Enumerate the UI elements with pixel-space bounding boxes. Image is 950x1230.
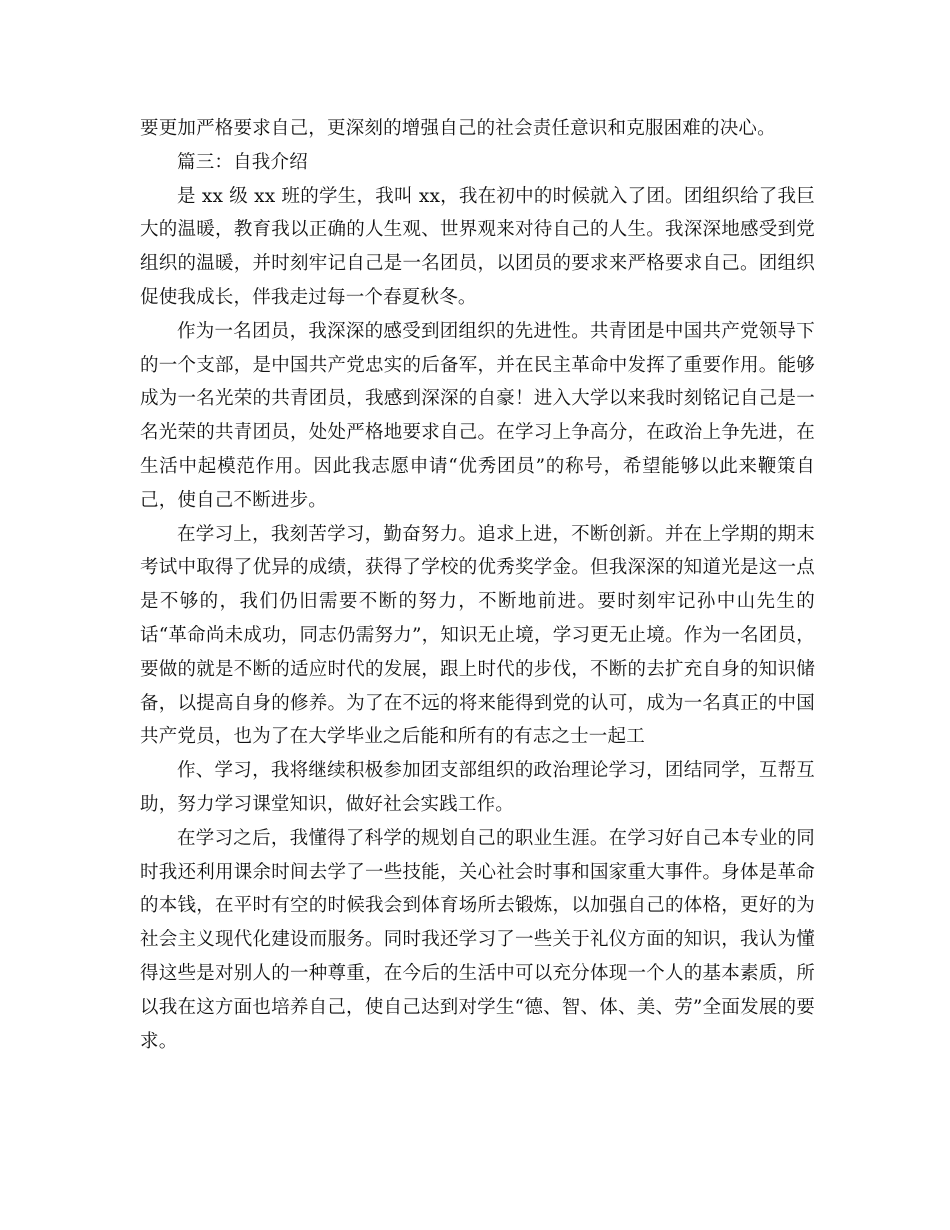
document-body: [140, 112, 815, 1058]
paragraph-career: 在学习之后，我懂得了科学的规划自己的职业生涯。在学习好自己本专业的同时我还利用课余时间去学了一些技能，关心社会时事和国家重大事件。身体是革命的本钱，在平时有空的时候我会到体育场所去锻炼，以加强自己的体格，更好的为社会主义现代化建设而服务。同时我还学习了一些关于礼仪方面的知识，我认为懂得这些是对别人的一种尊重，在今后的生活中可以充分体现一个人的基本素质，所以我在这方面也培养自己，使自己达到对学生“德、智、体、美、劳”全面发展的要求。: [140, 827, 815, 1052]
paragraph-study: 在学习上，我刻苦学习，勤奋努力。追求上进，不断创新。并在上学期的期末考试中取得了优异的成绩，获得了学校的优秀奖学金。但我深深的知道光是这一点是不够的，我们仍旧需要不断的努力，不断地前进。要时刻牢记孙中山先生的话“革命尚未成功，同志仍需努力”，知识无止境，学习更无止境。作为一名团员，要做的就是不断的适应时代的发展，跟上时代的步伐，不断的去扩充自身的知识储备，以提高自身的修养。为了在不远的将来能得到党的认可，成为一名真正的中国共产党员，也为了在大学毕业之后能和所有的有志之士一起工: [140, 523, 815, 748]
paragraph-intro: 是 xx 级 xx 班的学生，我叫 xx，我在初中的时候就入了团。团组织给了我巨大的温暖，教育我以正确的人生观、世界观来对待自己的人生。我深深地感受到党组织的温暖，并时刻牢记自己是一名团员，以团员的要求来严格要求自己。团组织促使我成长，伴我走过每一个春夏秋冬。: [140, 185, 815, 308]
paragraph-continuation: 要更加严格要求自己，更深刻的增强自己的社会责任意识和克服困难的决心。: [140, 118, 776, 139]
paragraph-member: 作为一名团员，我深深的感受到团组织的先进性。共青团是中国共产党领导下的一个支部，是中国共产党忠实的后备军，并在民主革命中发挥了重要作用。能够成为一名光荣的共青团员，我感到深深的自豪！进入大学以来我时刻铭记自己是一名光荣的共青团员，处处严格地要求自己。在学习上争高分，在政治上争先进，在生活中起模范作用。因此我志愿申请“优秀团员”的称号，希望能够以此来鞭策自己，使自己不断进步。: [140, 320, 815, 511]
section-heading: 篇三：自我介绍: [177, 151, 308, 173]
paragraph-work: 作、学习，我将继续积极参加团支部组织的政治理论学习，团结同学，互帮互助，努力学习课堂知识，做好社会实践工作。: [140, 760, 815, 815]
